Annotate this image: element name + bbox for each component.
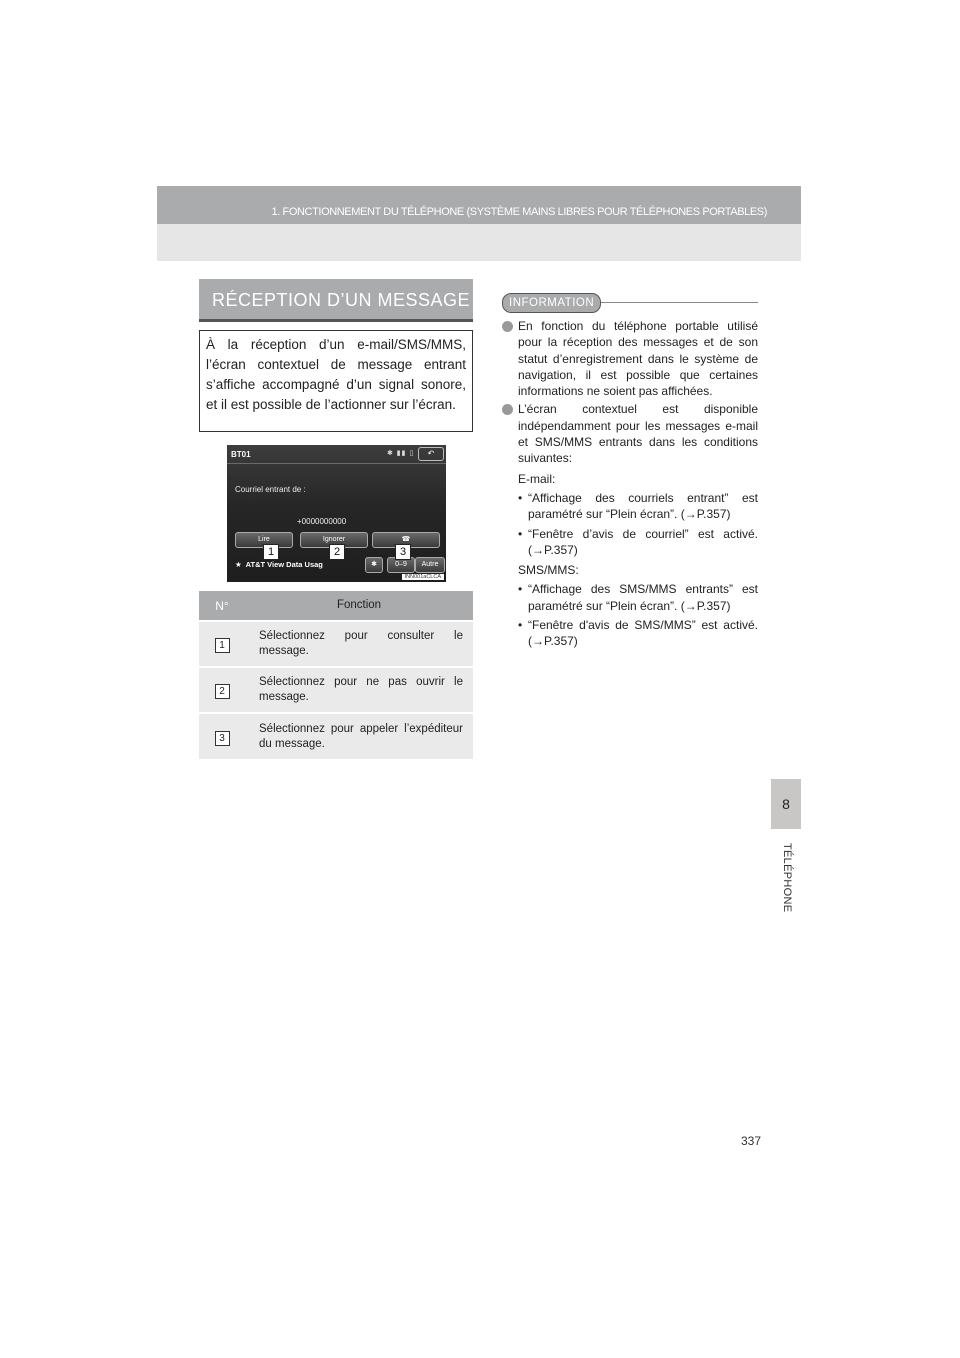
- ticker-label: AT&T View Data Usag: [245, 560, 323, 569]
- sender-number: +0000000000: [297, 517, 347, 526]
- sms-label: SMS/MMS:: [518, 563, 579, 578]
- section-heading: RÉCEPTION D’UN MESSAGE: [199, 279, 473, 319]
- row-number: [199, 713, 245, 759]
- info-bullet-text: En fonction du téléphone portable utilisé pour la réception des messages et de son statut d’enregistrement dans le système de navigation, il est possible que certaines informations ne soient pas affichées.: [518, 319, 758, 399]
- callout-2: 2: [329, 544, 345, 560]
- chapter-side-label: [781, 843, 862, 913]
- callout-1: 1: [263, 544, 279, 560]
- chapter-header: [157, 186, 801, 261]
- phone-icon: ☎: [401, 536, 411, 543]
- bluetooth-button[interactable]: ✱: [365, 557, 383, 573]
- chapter-title: 1. FONCTIONNEMENT DU TÉLÉPHONE (SYSTÈME MAINS LIBRES POUR TÉLÉPHONES PORTABLES): [271, 206, 767, 218]
- status-icons: ✱ ▮▮ ▯: [387, 450, 415, 457]
- info-bullet-text: L’écran contextuel est disponible indépendamment pour les messages e-mail et SMS/MMS entrants dans les conditions suivantes:: [518, 402, 758, 466]
- list-item-text: “Affichage des SMS/MMS entrants” est paramétré sur “Plein écran”. (→P.357): [528, 582, 758, 613]
- email-label: E-mail:: [518, 471, 556, 486]
- page-number: 337: [741, 1134, 762, 1148]
- table-row: [199, 667, 473, 713]
- device-name: BT01: [231, 450, 251, 459]
- incoming-label: Courriel entrant de :: [235, 485, 306, 494]
- list-item-text: “Fenêtre d’avis de courriel” est activé. (→P.357): [528, 526, 758, 557]
- list-item: • “Affichage des courriels entrant” est paramétré sur “Plein écran”. (→P.357): [518, 490, 758, 522]
- list-item: • “Fenêtre d'avis de SMS/MMS” est activé. (→P.357): [518, 618, 758, 649]
- chapter-tab: 8: [771, 779, 801, 829]
- row-number-box: 2: [215, 684, 230, 699]
- row-number: [199, 667, 245, 713]
- row-text: Sélectionnez pour appeler l’expéditeur du message.: [245, 713, 473, 759]
- table-row: [199, 713, 473, 759]
- bullet-icon: [502, 321, 513, 332]
- keypad-button[interactable]: 0–9: [387, 557, 415, 573]
- table-header: [199, 591, 473, 621]
- row-text: Sélectionnez pour consulter le message.: [245, 621, 473, 667]
- chapter-side-label-text: TÉLÉPHONE: [781, 843, 793, 913]
- row-text: Sélectionnez pour ne pas ouvrir le message.: [245, 667, 473, 713]
- read-button[interactable]: Lire: [235, 532, 293, 548]
- image-code: INN001aCLCA: [402, 574, 444, 580]
- row-number-box: 1: [215, 638, 230, 653]
- row-number-box: 3: [215, 731, 230, 746]
- info-body: [502, 318, 758, 650]
- other-button[interactable]: Autre: [415, 557, 445, 573]
- row-number: [199, 621, 245, 667]
- list-item-text: “Fenêtre d'avis de SMS/MMS” est activé. (→P.357): [528, 618, 758, 649]
- screen-divider: [227, 463, 446, 464]
- table-row: [199, 621, 473, 667]
- callout-3: 3: [395, 544, 411, 560]
- info-bullet: [502, 401, 758, 466]
- ticker-text: ★ AT&T View Data Usag: [235, 560, 323, 569]
- incoming-message-screenshot: [227, 445, 446, 582]
- info-bullet: [502, 318, 758, 399]
- info-label: INFORMATION: [502, 293, 601, 313]
- intro-box: À la réception d’un e-mail/SMS/MMS, l’écran contextuel de message entrant s’affiche accompagné d’un signal sonore, et il est possible de l’actionner sur l’écran.: [199, 330, 473, 432]
- chapter-title-bar: [157, 186, 801, 224]
- bullet-icon: [502, 404, 513, 415]
- list-item: • “Affichage des SMS/MMS entrants” est paramétré sur “Plein écran”. (→P.357): [518, 582, 758, 613]
- back-arrow-icon[interactable]: ↶: [418, 447, 444, 461]
- list-item: • “Fenêtre d’avis de courriel” est activé. (→P.357): [518, 526, 758, 557]
- ignore-button[interactable]: Ignorer: [300, 532, 368, 548]
- function-table: [199, 591, 473, 759]
- list-item-text: “Affichage des courriels entrant” est paramétré sur “Plein écran”. (→P.357): [528, 490, 758, 522]
- header-function: Fonction: [336, 599, 382, 611]
- header-no: N°: [215, 598, 229, 613]
